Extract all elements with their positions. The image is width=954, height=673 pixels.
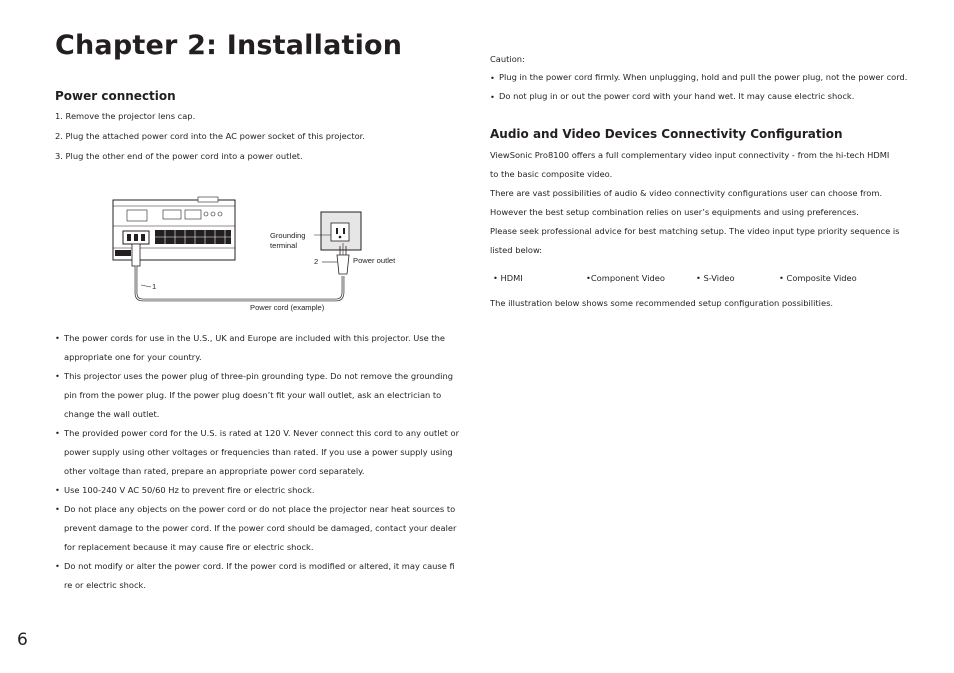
paragraph-line: However the best setup combination relies on user’s equipments and using preferences. <box>490 207 859 217</box>
video-type-component: •Component Video <box>586 273 665 283</box>
caution-line: Do not plug in or out the power cord with your hand wet. It may cause electric shock. <box>499 91 855 101</box>
note-item: • Use 100-240 V AC 50/60 Hz to prevent fire or electric shock. <box>55 481 459 500</box>
caution-list <box>490 68 907 106</box>
note-item: • This projector uses the power plug of three-pin grounding type. Do not remove the grounding pin from the power plug. If the power plug doesn’t fit your wall outlet, ask an electrician to change the wall outlet. <box>55 367 459 424</box>
paragraph-line: Please seek professional advice for best matching setup. The video input type priority sequence is <box>490 226 900 236</box>
video-input-priority-list <box>490 273 890 287</box>
note-line: change the wall outlet. <box>64 409 160 419</box>
note-line: Do not modify or alter the power cord. If the power cord is modified or altered, it may cause fi <box>64 561 455 571</box>
caution-label: Caution: <box>490 54 525 64</box>
paragraph-line: ViewSonic Pro8100 offers a full complementary video input connectivity - from the hi-tech HDMI <box>490 150 890 160</box>
note-line: pin from the power plug. If the power plug doesn’t fit your wall outlet, ask an electrician to <box>64 390 442 400</box>
grounding-terminal-label-line2: terminal <box>270 241 298 250</box>
note-line: other voltage than rated, prepare an appropriate power cord separately. <box>64 466 365 476</box>
caution-item: • Do not plug in or out the power cord with your hand wet. It may cause electric shock. <box>490 87 907 106</box>
note-item: • The provided power cord for the U.S. is rated at 120 V. Never connect this cord to any outlet or power supply using other voltages or frequencies than rated. If you use a power supply using other voltage than rated, prepare an appropriate power cord separately. <box>55 424 459 481</box>
note-line: The power cords for use in the U.S., UK and Europe are included with this projector. Use the <box>64 333 445 343</box>
callout-1-label: 1 <box>152 282 157 291</box>
step-item: 2. Plug the attached power cord into the AC power socket of this projector. <box>55 131 365 141</box>
note-item: • Do not modify or alter the power cord. If the power cord is modified or altered, it may cause fi re or electric shock. <box>55 557 459 595</box>
illustration-note: The illustration below shows some recommended setup configuration possibilities. <box>490 298 834 308</box>
step-item: 1. Remove the projector lens cap. <box>55 111 196 121</box>
projector-rear-panel <box>113 197 235 260</box>
note-line: Do not place any objects on the power cord or do not place the projector near heat sources to <box>64 504 456 514</box>
grounding-terminal-label-line1: Grounding <box>270 231 306 240</box>
note-line: This projector uses the power plug of three-pin grounding type. Do not remove the grounding <box>64 371 454 381</box>
paragraph-line: There are vast possibilities of audio & video connectivity configurations user can choose from. <box>490 188 883 198</box>
video-type-hdmi: • HDMI <box>493 273 523 283</box>
note-item: • The power cords for use in the U.S., UK and Europe are included with this projector. Use the appropriate one for your country. <box>55 329 459 367</box>
note-item: • Do not place any objects on the power cord or do not place the projector near heat sources to prevent damage to the power cord. If the power cord should be damaged, contact your dealer for replacement because it may cause fire or electric shock. <box>55 500 459 557</box>
power-cord-notes <box>55 329 459 595</box>
power-connection-heading: Power connection <box>55 89 176 103</box>
caution-line: Plug in the power cord firmly. When unplugging, hold and pull the power plug, not the power cord. <box>499 72 908 82</box>
note-line: prevent damage to the power cord. If the power cord should be damaged, contact your dealer <box>64 523 457 533</box>
note-line: for replacement because it may cause fire or electric shock. <box>64 542 314 552</box>
callout-2-label: 2 <box>314 257 319 266</box>
video-type-composite: • Composite Video <box>779 273 857 283</box>
note-line: re or electric shock. <box>64 580 147 590</box>
power-connection-diagram <box>105 190 375 320</box>
av-config-heading: Audio and Video Devices Connectivity Configuration <box>490 127 843 141</box>
power-cord-label: Power cord (example) <box>250 303 325 312</box>
note-line: The provided power cord for the U.S. is rated at 120 V. Never connect this cord to any outlet or <box>64 428 460 438</box>
paragraph-line: to the basic composite video. <box>490 169 613 179</box>
paragraph-line: listed below: <box>490 245 543 255</box>
video-type-s-video: • S-Video <box>696 273 735 283</box>
caution-item: • Plug in the power cord firmly. When unplugging, hold and pull the power plug, not the power cord. <box>490 68 907 87</box>
page-number: 6 <box>17 630 28 650</box>
chapter-title: Chapter 2: Installation <box>55 30 403 61</box>
av-config-paragraph <box>490 146 899 260</box>
installation-steps <box>55 106 365 166</box>
power-outlet-label: Power outlet <box>353 256 396 265</box>
note-line: power supply using other voltages or frequencies than rated. If you use a power supply using <box>64 447 453 457</box>
note-line: appropriate one for your country. <box>64 352 202 362</box>
step-item: 3. Plug the other end of the power cord into a power outlet. <box>55 151 303 161</box>
note-line: Use 100-240 V AC 50/60 Hz to prevent fire or electric shock. <box>64 485 315 495</box>
